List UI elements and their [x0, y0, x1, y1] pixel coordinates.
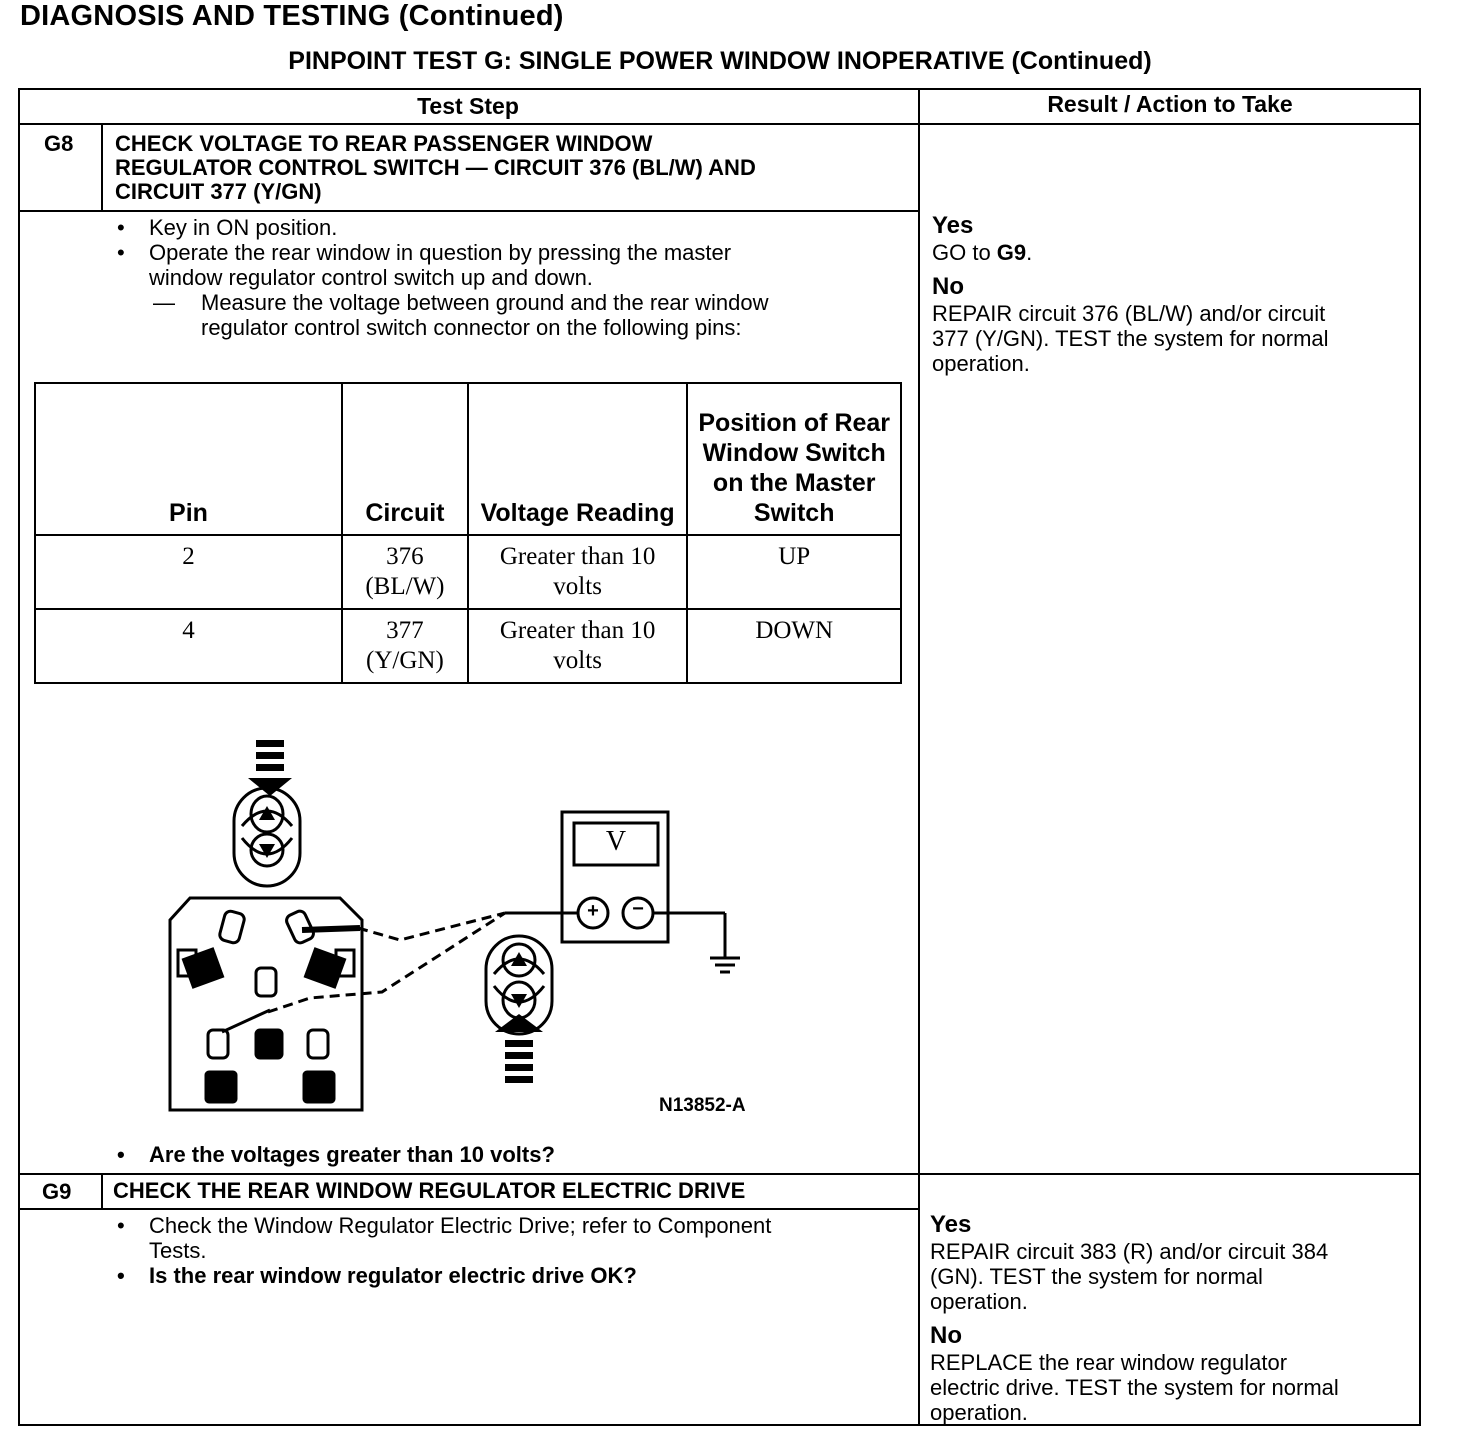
voltage-column-header: Voltage Reading [468, 383, 688, 535]
g9-bullet-check-cont: Tests. [149, 1238, 207, 1263]
voltage-cell [468, 535, 688, 609]
list-item [153, 290, 913, 340]
pin-column-header: Pin [35, 383, 342, 535]
g9-no-action-line: operation. [930, 1400, 1028, 1425]
g9-no-label: No [930, 1322, 962, 1349]
g8-bullet-operate: Operate the rear window in question by pressing the master [149, 240, 732, 265]
figure-label: N13852-A [659, 1095, 746, 1116]
header-divider [18, 123, 1421, 125]
table-row [35, 535, 901, 609]
switch-connector-body [170, 898, 362, 1110]
pin-voltage-table [34, 382, 902, 684]
voltmeter-minus-terminal: − [632, 898, 644, 920]
bullet-glyph: • [117, 215, 125, 240]
position-column-header: Position of Rear Window Switch on the Master Switch [687, 383, 901, 535]
g8-yes-target: G9 [996, 240, 1027, 265]
g8-no-action-line: 377 (Y/GN). TEST the system for normal [932, 326, 1329, 351]
circuit-cell [342, 535, 468, 609]
g8-bullet-operate-cont: window regulator control switch up and down. [149, 265, 593, 290]
g8-question-text: Are the voltages greater than 10 volts? [149, 1142, 555, 1167]
g9-yes-action-line: operation. [930, 1289, 1028, 1314]
g8-no-action-line: REPAIR circuit 376 (BL/W) and/or circuit [932, 301, 1326, 326]
g9-yes-label: Yes [930, 1211, 972, 1238]
test-subtitle: PINPOINT TEST G: SINGLE POWER WINDOW INOPERATIVE (Continued) [288, 47, 1152, 75]
g8-dash-measure: Measure the voltage between ground and the rear window [201, 290, 769, 315]
g8-title-line: REGULATOR CONTROL SWITCH — CIRCUIT 376 (BL/W) AND [115, 155, 756, 180]
column-divider [918, 88, 920, 1426]
g9-question-text: Is the rear window regulator electric drive OK? [149, 1263, 637, 1288]
position-cell: UP [687, 535, 901, 609]
bullet-glyph: • [117, 1142, 125, 1167]
g9-yes-action-line: (GN). TEST the system for normal [930, 1264, 1263, 1289]
g9-bullet-check: Check the Window Regulator Electric Drive; refer to Component [149, 1213, 772, 1238]
column-header-result: Result / Action to Take [1047, 91, 1293, 117]
bullet-glyph: • [117, 240, 125, 265]
g8-result [932, 212, 1412, 376]
g9-id-divider [101, 1174, 103, 1209]
pin-cell: 4 [35, 609, 342, 683]
master-switch-up-press-icon [234, 740, 300, 886]
g8-bullet-key-on: Key in ON position. [149, 215, 338, 240]
circuit-column-header: Circuit [342, 383, 468, 535]
pin-cell: 2 [35, 535, 342, 609]
voltmeter-plus-terminal: + [587, 900, 599, 922]
table-header-row [35, 383, 901, 535]
circuit-number: 377 [386, 617, 424, 644]
g8-step-id: G8 [44, 131, 74, 156]
list-item [113, 1213, 913, 1263]
bullet-glyph: • [117, 1213, 125, 1238]
table-row [35, 609, 901, 683]
g9-instructions [113, 1213, 913, 1288]
voltage-text: Greater than 10 [499, 617, 656, 644]
g8-id-divider [101, 124, 103, 211]
voltmeter-display: V [605, 826, 627, 857]
g9-title-divider [18, 1208, 919, 1210]
probe-wire-upper [358, 913, 505, 940]
voltage-unit: volts [553, 647, 602, 674]
g9-top-divider [18, 1173, 1421, 1175]
page-title: DIAGNOSIS AND TESTING (Continued) [20, 0, 564, 32]
list-item [113, 1263, 913, 1288]
position-cell: DOWN [687, 609, 901, 683]
dash-glyph: — [153, 290, 175, 315]
g8-yes-suffix: . [1026, 240, 1033, 265]
g8-yes-prefix: GO to [932, 240, 997, 265]
master-switch-down-press-icon [486, 936, 552, 1083]
g9-result [930, 1211, 1415, 1425]
column-header-test-step: Test Step [417, 93, 519, 119]
g8-title-line: CHECK VOLTAGE TO REAR PASSENGER WINDOW [115, 131, 653, 156]
g9-step-id: G9 [42, 1179, 72, 1204]
g8-question [113, 1142, 555, 1167]
bullet-glyph: • [117, 1263, 125, 1288]
g9-no-action-line: electric drive. TEST the system for normal [930, 1375, 1339, 1400]
circuit-cell [342, 609, 468, 683]
circuit-color-code: (Y/GN) [366, 647, 444, 674]
voltage-unit: volts [553, 573, 602, 600]
g8-dash-measure-cont: regulator control switch connector on the following pins: [201, 315, 742, 340]
list-item [113, 240, 913, 290]
g8-title-line: CIRCUIT 377 (Y/GN) [115, 179, 322, 204]
voltage-cell [468, 609, 688, 683]
list-item [113, 215, 913, 240]
g8-no-label: No [932, 273, 964, 300]
g8-no-action-line: operation. [932, 351, 1030, 376]
g9-step-title: CHECK THE REAR WINDOW REGULATOR ELECTRIC DRIVE [113, 1178, 746, 1203]
g8-step-title [115, 132, 756, 204]
circuit-number: 376 [386, 543, 424, 570]
circuit-color-code: (BL/W) [365, 573, 445, 600]
g8-yes-label: Yes [932, 212, 974, 239]
voltage-text: Greater than 10 [499, 543, 656, 570]
g8-instructions [113, 215, 913, 340]
g9-no-action-line: REPLACE the rear window regulator [930, 1350, 1288, 1375]
wiring-diagram-figure [150, 730, 790, 1130]
g8-yes-action [932, 240, 1412, 265]
g8-title-divider [18, 210, 919, 212]
g9-yes-action-line: REPAIR circuit 383 (R) and/or circuit 384 [930, 1239, 1329, 1264]
